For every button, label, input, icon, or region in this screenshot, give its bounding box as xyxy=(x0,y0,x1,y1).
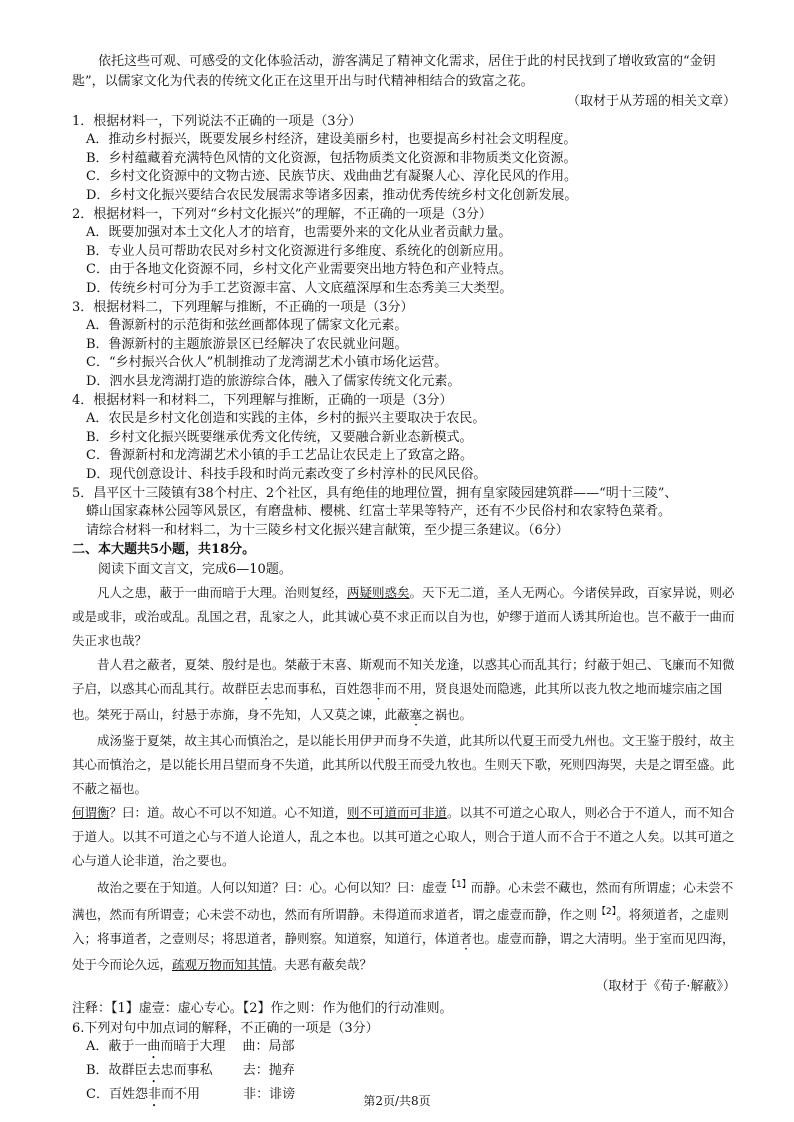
section-2-instruction: 阅读下面文言文，完成6—10题。 xyxy=(98,562,292,577)
classical-source: （取材于《荀子·解蔽》） xyxy=(595,979,736,995)
text-run: 忠而事私，百姓怨 xyxy=(272,681,373,696)
classical-paragraph-3: 成汤鉴于夏桀，故主其心而慎治之，是以能长用伊尹而身不失道，此其所以代夏王而受九州也。文王鉴于殷纣，故主其心而慎治之，是以能长用吕望而身不失道，此其所以代殷王而受九牧也。生则天下歌，死则四海哭，夫是之谓至盛。此不蔽之福也。 xyxy=(72,733,735,796)
section-2-heading: 二、本大题共5小题，共18分。 xyxy=(72,542,256,557)
dotted-word: 去 xyxy=(259,681,273,696)
page-number: 第2页/共8页 xyxy=(363,1094,431,1108)
option-d: D．现代创意设计、科技手段和时尚元素改变了乡村淳朴的民风民俗。 xyxy=(86,466,487,482)
text-run: 。将须道者，之虚则入；将事道者，之壹则尽；将思道者，静则察。知道察，知道行，体道 xyxy=(72,907,729,947)
question-4 xyxy=(72,391,736,484)
classical-paragraph-4 xyxy=(72,801,736,873)
text-run: C．百姓怨 xyxy=(86,1087,148,1103)
intro-source: （取材于从芳瑶的相关文章） xyxy=(566,94,736,109)
option-c: C．乡村文化资源中的文物古迹、民族节庆、戏曲曲艺有凝聚人心、淳化民风的作用。 xyxy=(86,169,577,184)
text-run: 而不用，贤良退处而隐逃，此其所以丧九牧之地而墟宗庙之国也。桀死于鬲山，纣悬于赤旆，身不先知，人又莫之谏，此蔽 xyxy=(72,681,723,722)
question-2 xyxy=(72,205,736,298)
question-stem: 3．根据材料二，下列理解与推断，不正确的一项是（3分） xyxy=(72,300,414,315)
dotted-word: 非 xyxy=(372,681,385,696)
question-3 xyxy=(72,298,736,391)
footnote-marker-1: 【1】 xyxy=(447,880,471,890)
text-run: 之祸也。 xyxy=(422,707,473,722)
text-run: 忠而事私 去：抛弃 xyxy=(160,1063,295,1079)
dotted-word: 曲 xyxy=(147,1039,161,1055)
underlined-phrase: 疏观万物而知其情 xyxy=(172,957,273,973)
intro-paragraph: 依托这些可观、可感受的文化体验活动，游客满足了精神文化需求，居住于此的村民找到了增收致富的“金钥匙”，以儒家文化为代表的传统文化正在这里开出与时代精神相结合的致富之花。 xyxy=(72,54,716,89)
text-run: 凡人之患，蔽于一曲而暗于大理。治则复经， xyxy=(97,585,348,600)
text-run: 也。虚壹而静，谓之大清明。坐于室而见四海，处于今而论久远， xyxy=(72,931,735,973)
dotted-word: 去 xyxy=(147,1063,161,1079)
dotted-word: 者 xyxy=(459,931,473,947)
option-d: D．传统乡村可分为手工艺资源丰富、人文底蕴深厚和生态秀美三大类型。 xyxy=(86,280,513,296)
option-b: B．鲁源新村的主题旅游景区已经解决了农民就业问题。 xyxy=(86,336,408,352)
text-run: 故治之要在于知道。人何以知道？曰：心。心何以知？曰：虚壹 xyxy=(97,880,448,896)
option-d: D．泗水县龙湾湖打造的旅游综合体，融入了儒家传统文化元素。 xyxy=(86,373,461,389)
text-run: 而静。心未尝不藏也，然而有所谓虚；心未尝不满也，然而有所谓壹；心未尝不动也，然而有所谓静。未得道而求道者，谓之虚壹而静，作之则 xyxy=(72,880,734,923)
option-d: D．乡村文化振兴要结合农民发展需求等诸多因素，推动优秀传统乡村文化创新发展。 xyxy=(86,187,578,203)
option-b xyxy=(72,1062,736,1086)
option-c: C．鲁源新村和龙湾湖艺术小镇的手工艺品让农民走上了致富之路。 xyxy=(86,448,473,463)
text-run: ？曰：道。故心不可以不知道。心不知道， xyxy=(109,805,348,820)
question-1 xyxy=(72,112,736,205)
question-stem: 2．根据材料一，下列对“乡村文化振兴”的理解，不正确的一项是（3分） xyxy=(72,207,492,222)
text-run: 。夫恶有蔽矣哉？ xyxy=(272,957,373,973)
underlined-phrase: 则不可道而可非道 xyxy=(347,805,448,820)
dotted-word: 非 xyxy=(147,1087,161,1103)
option-c: C．“乡村振兴合伙人”机制推动了龙湾湖艺术小镇市场化运营。 xyxy=(86,355,448,370)
option-a xyxy=(72,1038,736,1062)
text-run: 而暗于大理 曲：局部 xyxy=(160,1039,295,1055)
dotted-word: 塞 xyxy=(409,707,423,722)
option-a: A．农民是乡村文化创造和实践的主体，乡村的振兴主要取决于农民。 xyxy=(86,411,486,426)
option-a: A．鲁源新村的示范街和弦丝画都体现了儒家文化元素。 xyxy=(86,318,408,333)
option-a: A．既要加强对本土文化人才的培育，也需要外来的文化从业者贡献力量。 xyxy=(86,225,512,240)
classical-paragraph-1 xyxy=(72,581,736,653)
option-b: B．专业人员可帮助农民对乡村文化资源进行多维度、系统化的创新应用。 xyxy=(86,243,512,259)
question-stem: 6.下列对句中加点词的解释，不正确的一项是（3分） xyxy=(72,1021,379,1037)
text-run: 昔人君之蔽者，夏桀、殷纣是也。桀蔽于末喜、斯观而不知关龙逢，以惑其心而乱其行；纣蔽于妲己、飞廉而不知微子启，以惑其心而乱其行。故群臣 xyxy=(72,657,735,696)
classical-text xyxy=(72,581,736,977)
option-b: B．乡村文化振兴既要继承优秀文化传统，又要融合新业态新模式。 xyxy=(86,429,473,445)
question-5-line-2: 蟒山国家森林公园等风景区，有磨盘柿、樱桃、红富士苹果等特产，还有不少民俗村和农家特色菜肴。 xyxy=(86,504,672,519)
option-c: C．由于各地文化资源不同，乡村文化产业需要突出地方特色和产业特点。 xyxy=(86,262,512,277)
footnote-marker-2: 【2】 xyxy=(597,907,617,918)
document-page xyxy=(72,52,736,1110)
underlined-phrase: 两疑则惑矣 xyxy=(347,585,410,600)
question-stem: 4．根据材料一和材料二，下列理解与推断，正确的一项是（3分） xyxy=(72,393,453,408)
text-run: A．蔽于一 xyxy=(86,1039,148,1055)
text-run: 而不用 非：诽谤 xyxy=(160,1087,296,1103)
option-a: A．推动乡村振兴，既要发展乡村经济，建设美丽乡村，也要提高乡村社会文明程度。 xyxy=(86,132,577,147)
underlined-phrase: 何谓衡 xyxy=(72,805,110,820)
question-stem: 1．根据材料一，下列说法不正确的一项是（3分） xyxy=(72,114,362,129)
question-5-line-1: 5．昌平区十三陵镇有38个村庄、2个社区，具有绝佳的地理位置，拥有皇家陵园建筑群——“明十三陵”、 xyxy=(72,486,678,501)
option-b: B．乡村蕴藏着充满特色风情的文化资源，包括物质类文化资源和非物质类文化资源。 xyxy=(86,150,577,166)
question-5 xyxy=(72,484,736,540)
question-5-line-3: 请综合材料一和材料二，为十三陵乡村文化振兴建言献策，至少提三条建议。（6分） xyxy=(86,522,569,538)
text-run: 。以其不可道之心取人，则必合于不道人，而不知合于道人。以其不可道之心与不道人论道人，乱之本也。以其可道之心取人，则合于道人而不合于不道之人矣。以其可道之心与道人论非道，治之要也。 xyxy=(72,805,735,868)
text-run: B．故群臣 xyxy=(86,1063,148,1079)
classical-paragraph-5 xyxy=(72,873,736,977)
classical-paragraph-2 xyxy=(72,653,736,729)
text-run: 。天下无二道，圣人无两心。今诸侯异政，百家异说，则必或是或非，或治或乱。乱国之君，乱家之人，此其诚心莫不求正而以自为也，妒缪于道而人诱其所迨也。岂不蔽于一曲而失正求也哉？ xyxy=(72,585,735,648)
footnotes: 注释：【1】虚壹：虚心专心。【2】作之则：作为他们的行动准则。 xyxy=(72,1001,453,1017)
